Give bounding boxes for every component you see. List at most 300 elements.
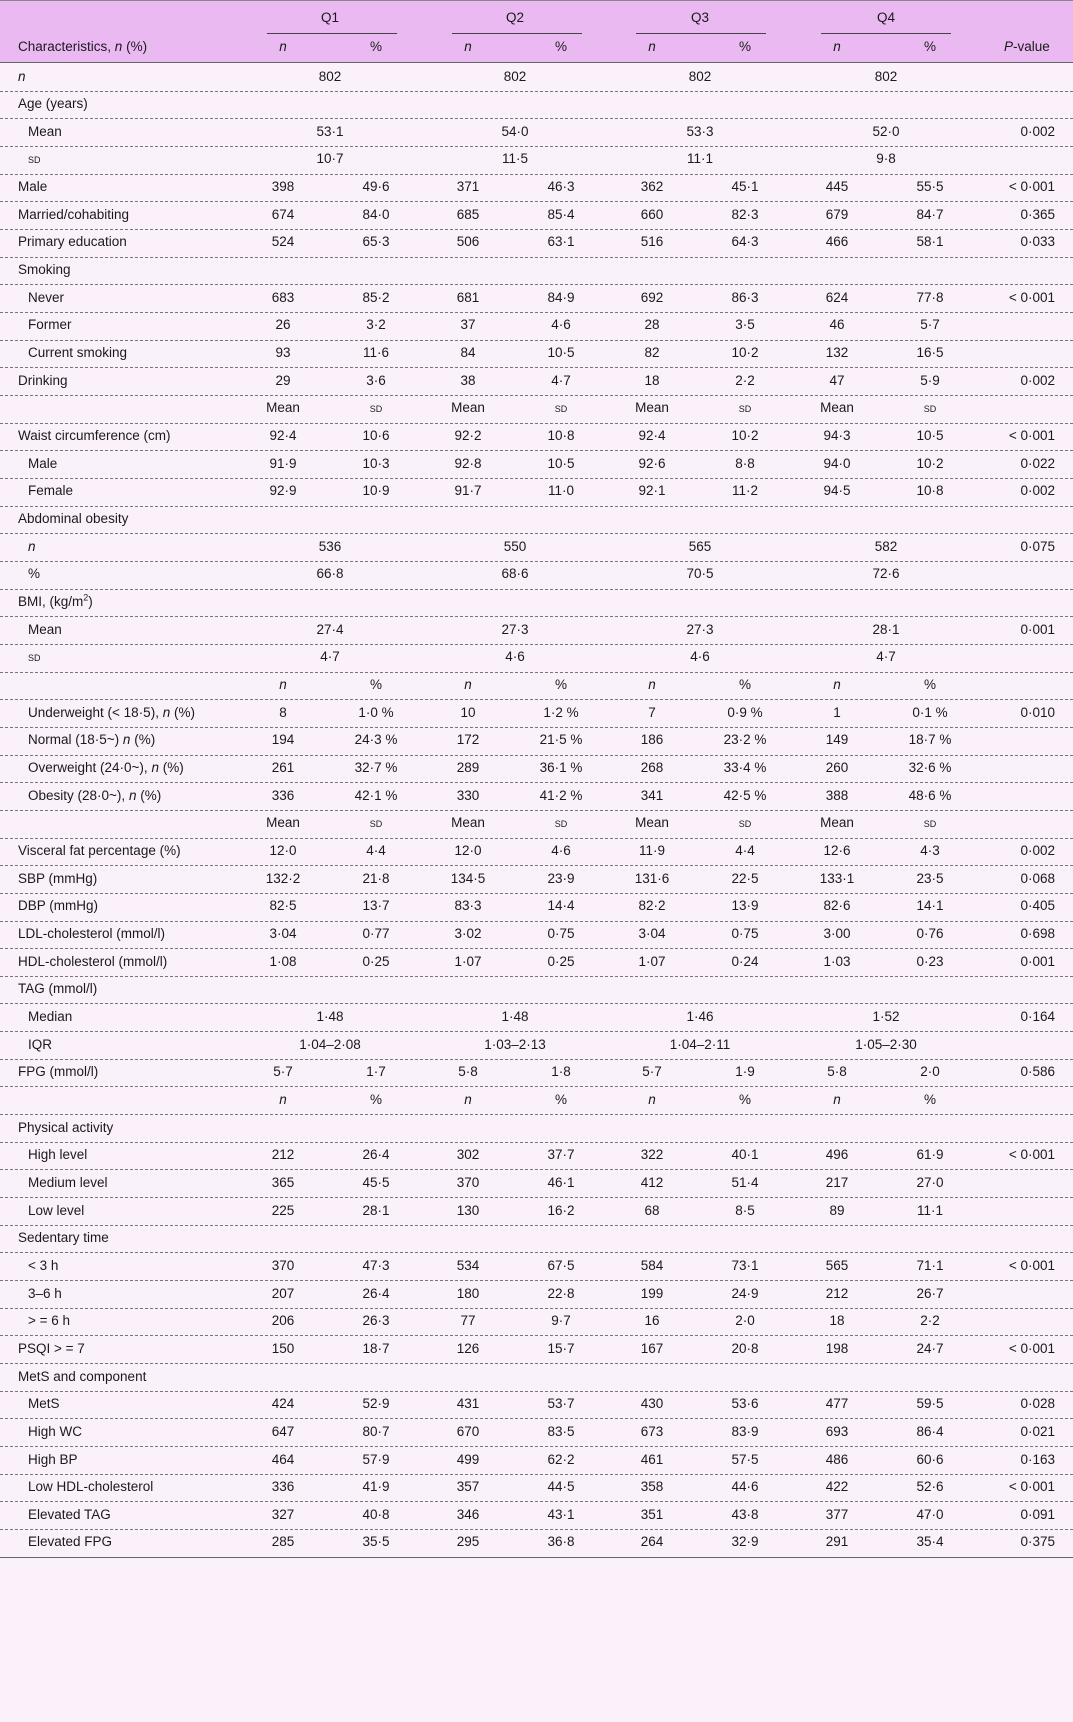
cell-n: 198 bbox=[825, 1340, 849, 1356]
row-label-text: BMI, (kg/m bbox=[18, 594, 84, 610]
row-divider bbox=[0, 1003, 1073, 1004]
cell-n: 565 bbox=[825, 1257, 849, 1273]
subheader-label: sd bbox=[369, 816, 383, 831]
row-divider bbox=[0, 1474, 1073, 1475]
row-divider bbox=[0, 1031, 1073, 1032]
row-label bbox=[28, 149, 41, 169]
row-label-text: % bbox=[28, 566, 41, 582]
cell-pct: 57·5 bbox=[731, 1451, 759, 1467]
cell-pct: 4·3 bbox=[920, 842, 940, 858]
cell-value: 4·6 bbox=[690, 649, 710, 665]
row-divider bbox=[0, 1197, 1073, 1198]
header-q4-pct: % bbox=[923, 39, 937, 54]
cell-pct: 84·9 bbox=[547, 289, 575, 305]
cell-n: 46 bbox=[829, 317, 845, 333]
row-label bbox=[28, 758, 184, 778]
row-label bbox=[18, 1118, 113, 1138]
cell-n: 132·2 bbox=[265, 870, 301, 886]
header-q2-n: n bbox=[464, 39, 472, 54]
cell-n: 92·9 bbox=[269, 483, 297, 499]
q1-group-line bbox=[267, 33, 397, 34]
row-label bbox=[18, 177, 47, 197]
row-divider bbox=[0, 229, 1073, 230]
cell-pct: 61·9 bbox=[916, 1147, 944, 1163]
cell-n: 3·00 bbox=[823, 925, 851, 941]
cell-n: 28 bbox=[644, 317, 660, 333]
cell-pct: 10·2 bbox=[731, 345, 759, 361]
cell-n: 77 bbox=[460, 1313, 476, 1329]
cell-n: 92·8 bbox=[454, 455, 482, 471]
cell-pct: 62·2 bbox=[547, 1451, 575, 1467]
row-label-text: MetS and component bbox=[18, 1368, 147, 1384]
cell-n: 83·3 bbox=[454, 898, 482, 914]
row-label bbox=[28, 1173, 108, 1193]
subheader-label: sd bbox=[369, 401, 383, 416]
cell-pct: 37·7 bbox=[547, 1147, 575, 1163]
row-label-text: Age (years) bbox=[18, 96, 88, 112]
subheader-label: % bbox=[369, 1091, 383, 1107]
cell-pct: 23·2 % bbox=[723, 732, 767, 748]
cell-pct: 22·5 bbox=[731, 870, 759, 886]
row-label bbox=[18, 371, 68, 391]
cell-n: 322 bbox=[640, 1147, 664, 1163]
cell-n: 12·0 bbox=[454, 842, 482, 858]
row-divider bbox=[0, 755, 1073, 756]
cell-value: 27·4 bbox=[316, 621, 344, 637]
cell-pct: 21·5 % bbox=[539, 732, 583, 748]
row-label-n: n bbox=[151, 760, 159, 775]
cell-n: 172 bbox=[456, 732, 480, 748]
row-divider bbox=[0, 91, 1073, 92]
cell-n: 412 bbox=[640, 1174, 664, 1190]
cell-value: 802 bbox=[503, 68, 527, 84]
cell-pct: 46·1 bbox=[547, 1174, 575, 1190]
cell-pct: 0·9 % bbox=[727, 704, 763, 720]
cell-n: 18 bbox=[644, 372, 660, 388]
header-characteristics-text: Characteristics, bbox=[18, 39, 112, 54]
cell-value: 72·6 bbox=[872, 566, 900, 582]
cell-pct: 36·1 % bbox=[539, 760, 583, 775]
row-divider bbox=[0, 561, 1073, 562]
cell-pct: 14·1 bbox=[916, 898, 944, 914]
cell-n: 285 bbox=[271, 1534, 295, 1550]
cell-value: 27·3 bbox=[501, 621, 529, 637]
cell-value: 4·7 bbox=[876, 649, 896, 665]
cell-pct: 16·5 bbox=[916, 345, 944, 361]
row-divider bbox=[0, 699, 1073, 700]
p-value: < 0·001 bbox=[1008, 1257, 1055, 1273]
cell-pct: 35·4 bbox=[916, 1534, 944, 1550]
cell-pct: 18·7 % bbox=[908, 732, 952, 748]
subheader-label: Mean bbox=[635, 815, 669, 831]
cell-pct: 1·8 bbox=[551, 1064, 571, 1080]
cell-pct: 11·0 bbox=[547, 483, 575, 499]
cell-pct: 32·7 % bbox=[354, 760, 398, 775]
cell-n: 92·1 bbox=[638, 483, 666, 499]
cell-value: 70·5 bbox=[686, 566, 714, 582]
row-label-text: Elevated FPG bbox=[28, 1534, 113, 1550]
cell-pct: 0·25 bbox=[547, 953, 575, 969]
cell-n: 486 bbox=[825, 1451, 849, 1467]
row-label-text: Low HDL-cholesterol bbox=[28, 1479, 154, 1495]
row-divider bbox=[0, 423, 1073, 424]
cell-value: 11·5 bbox=[501, 151, 529, 167]
cell-pct: 53·7 bbox=[547, 1396, 575, 1412]
cell-pct: 3·6 bbox=[366, 372, 386, 388]
cell-value: 66·8 bbox=[316, 566, 344, 582]
row-divider bbox=[0, 865, 1073, 866]
cell-n: 150 bbox=[271, 1340, 295, 1356]
cell-pct: 35·5 bbox=[362, 1534, 390, 1550]
cell-n: 647 bbox=[271, 1423, 295, 1439]
row-label bbox=[18, 67, 26, 87]
p-value: 0·365 bbox=[1020, 206, 1055, 222]
row-divider bbox=[0, 1280, 1073, 1281]
cell-pct: 26·4 bbox=[362, 1285, 390, 1301]
p-value: 0·068 bbox=[1020, 870, 1055, 886]
row-label-text: n bbox=[28, 538, 36, 554]
cell-n: 584 bbox=[640, 1257, 664, 1273]
row-label-n: n bbox=[122, 732, 131, 748]
cell-pct: 85·2 bbox=[362, 289, 390, 305]
header-q1-pct: % bbox=[369, 39, 383, 54]
subheader-label: % bbox=[369, 677, 383, 693]
cell-pct: 73·1 bbox=[731, 1257, 759, 1273]
row-divider bbox=[0, 838, 1073, 839]
row-label bbox=[28, 786, 161, 806]
p-value: 0·164 bbox=[1020, 1008, 1055, 1024]
row-label bbox=[28, 620, 62, 640]
row-label-text: Mean bbox=[28, 123, 62, 139]
cell-pct: 2·2 bbox=[920, 1313, 940, 1329]
cell-pct: 1·9 bbox=[735, 1064, 755, 1080]
subheader-label: % bbox=[923, 677, 937, 693]
row-label bbox=[28, 315, 72, 335]
row-divider bbox=[0, 948, 1073, 949]
cell-pct: 86·4 bbox=[916, 1423, 944, 1439]
row-divider bbox=[0, 340, 1073, 341]
cell-pct: 13·9 bbox=[731, 898, 759, 914]
cell-n: 516 bbox=[640, 234, 664, 250]
cell-n: 47 bbox=[829, 372, 845, 388]
header-q4-n: n bbox=[833, 39, 841, 54]
cell-n: 330 bbox=[456, 787, 480, 803]
row-label bbox=[28, 1394, 60, 1414]
cell-n: 11·9 bbox=[638, 842, 666, 858]
header-characteristics-n: n bbox=[114, 39, 123, 54]
row-divider bbox=[0, 174, 1073, 175]
cell-n: 3·04 bbox=[638, 925, 666, 941]
row-divider bbox=[0, 810, 1073, 811]
cell-pct: 40·1 bbox=[731, 1147, 759, 1163]
row-label bbox=[18, 1339, 85, 1359]
subheader-label: sd bbox=[738, 816, 752, 831]
row-label-text: Primary education bbox=[18, 234, 127, 250]
cell-pct: 10·5 bbox=[916, 428, 944, 444]
row-divider bbox=[0, 1225, 1073, 1226]
cell-pct: 10·8 bbox=[916, 483, 944, 499]
cell-n: 91·7 bbox=[454, 483, 482, 499]
cell-pct: 4·4 bbox=[735, 842, 755, 858]
cell-n: 302 bbox=[456, 1147, 480, 1163]
cell-n: 365 bbox=[271, 1174, 295, 1190]
header-q4: Q4 bbox=[876, 10, 896, 25]
subheader-label: sd bbox=[554, 816, 568, 831]
p-value: < 0·001 bbox=[1008, 1479, 1055, 1495]
cell-pct: 63·1 bbox=[547, 234, 575, 250]
cell-n: 371 bbox=[456, 179, 480, 195]
cell-n: 377 bbox=[825, 1506, 849, 1522]
cell-value: 27·3 bbox=[686, 621, 714, 637]
cell-n: 212 bbox=[271, 1147, 295, 1163]
cell-pct: 11·1 bbox=[916, 1202, 944, 1218]
row-label bbox=[18, 260, 71, 280]
row-label bbox=[18, 94, 88, 114]
cell-n: 94·3 bbox=[823, 428, 851, 444]
cell-pct: 45·5 bbox=[362, 1174, 390, 1190]
cell-n: 430 bbox=[640, 1396, 664, 1412]
cell-n: 534 bbox=[456, 1257, 480, 1273]
cell-n: 670 bbox=[456, 1423, 480, 1439]
row-label-text: Drinking bbox=[18, 372, 68, 388]
subheader-label: % bbox=[554, 677, 568, 693]
row-label bbox=[28, 1311, 70, 1331]
row-divider bbox=[0, 921, 1073, 922]
cell-pct: 80·7 bbox=[362, 1423, 390, 1439]
header-q3-pct: % bbox=[738, 39, 752, 54]
cell-n: 8 bbox=[279, 704, 287, 720]
cell-n: 341 bbox=[640, 787, 664, 803]
p-value: 0·163 bbox=[1020, 1451, 1055, 1467]
cell-pct: 84·7 bbox=[916, 206, 944, 222]
p-value: < 0·001 bbox=[1008, 1340, 1055, 1356]
cell-pct: 13·7 bbox=[362, 898, 390, 914]
row-label bbox=[28, 1505, 111, 1525]
cell-pct: 24·7 bbox=[916, 1340, 944, 1356]
subheader-label: % bbox=[923, 1091, 937, 1107]
row-label-text: High BP bbox=[28, 1451, 78, 1467]
row-divider bbox=[0, 976, 1073, 977]
row-label bbox=[28, 1532, 112, 1552]
row-label-text: Male bbox=[28, 455, 58, 471]
cell-pct: 10·8 bbox=[547, 428, 575, 444]
p-value: < 0·001 bbox=[1008, 428, 1055, 444]
cell-value: 1·52 bbox=[872, 1008, 900, 1024]
row-label-text: FPG (mmol/l) bbox=[18, 1064, 99, 1080]
p-value: 0·002 bbox=[1020, 842, 1055, 858]
header-q1: Q1 bbox=[320, 10, 340, 25]
cell-pct: 36·8 bbox=[547, 1534, 575, 1550]
cell-n: 149 bbox=[825, 732, 849, 748]
subheader-label: Mean bbox=[266, 400, 300, 416]
cell-n: 130 bbox=[456, 1202, 480, 1218]
q2-group-line bbox=[452, 33, 582, 34]
p-value: 0·698 bbox=[1020, 925, 1055, 941]
subheader-label: sd bbox=[554, 401, 568, 416]
cell-n: 679 bbox=[825, 206, 849, 222]
subheader-label: sd bbox=[923, 401, 937, 416]
cell-n: 261 bbox=[271, 760, 295, 775]
cell-pct: 2·0 bbox=[735, 1313, 755, 1329]
cell-n: 92·6 bbox=[638, 455, 666, 471]
row-divider bbox=[0, 644, 1073, 645]
cell-n: 217 bbox=[825, 1174, 849, 1190]
row-divider bbox=[0, 1308, 1073, 1309]
cell-value: 10·7 bbox=[316, 151, 344, 167]
row-label bbox=[28, 1284, 62, 1304]
cell-value: 1·05–2·30 bbox=[855, 1036, 917, 1052]
cell-pct: 55·5 bbox=[916, 179, 944, 195]
row-label-text: Waist circumference (cm) bbox=[18, 428, 171, 444]
row-label bbox=[28, 730, 155, 750]
row-divider bbox=[0, 1446, 1073, 1447]
p-value: 0·002 bbox=[1020, 372, 1055, 388]
cell-n: 206 bbox=[271, 1313, 295, 1329]
cell-pct: 14·4 bbox=[547, 898, 575, 914]
cell-n: 351 bbox=[640, 1506, 664, 1522]
cell-pct: 8·5 bbox=[735, 1202, 755, 1218]
cell-pct: 0·77 bbox=[362, 925, 390, 941]
p-value: 0·586 bbox=[1020, 1064, 1055, 1080]
cell-pct: 28·1 bbox=[362, 1202, 390, 1218]
cell-pct: 22·8 bbox=[547, 1285, 575, 1301]
row-divider bbox=[0, 893, 1073, 894]
subheader-label: % bbox=[738, 1091, 752, 1107]
row-label bbox=[28, 288, 64, 308]
header-q3-n: n bbox=[648, 39, 656, 54]
cell-n: 82·6 bbox=[823, 898, 851, 914]
row-label bbox=[28, 454, 57, 474]
cell-pct: 41·2 % bbox=[539, 787, 583, 803]
cell-value: 11·1 bbox=[686, 151, 714, 167]
row-divider bbox=[0, 616, 1073, 617]
cell-value: 582 bbox=[874, 538, 898, 554]
cell-n: 82·2 bbox=[638, 898, 666, 914]
header-pvalue bbox=[1004, 37, 1050, 57]
cell-value: 53·1 bbox=[316, 123, 344, 139]
row-label bbox=[28, 537, 36, 557]
row-label-text: Medium level bbox=[28, 1174, 108, 1190]
row-label-after: ) bbox=[88, 594, 93, 610]
cell-value: 52·0 bbox=[872, 123, 900, 139]
cell-n: 94·0 bbox=[823, 455, 851, 471]
row-label-text: Former bbox=[28, 317, 72, 333]
cell-pct: 41·9 bbox=[362, 1479, 390, 1495]
cell-n: 524 bbox=[271, 234, 295, 250]
row-label-text: sd bbox=[28, 650, 41, 665]
cell-n: 126 bbox=[456, 1340, 480, 1356]
cell-n: 92·4 bbox=[269, 428, 297, 444]
row-label-n: n bbox=[128, 787, 137, 803]
subheader-label: n bbox=[279, 677, 287, 693]
cell-pct: 44·5 bbox=[547, 1479, 575, 1495]
cell-value: 4·6 bbox=[505, 649, 525, 665]
cell-n: 89 bbox=[829, 1202, 845, 1218]
row-label-text: Married/cohabiting bbox=[18, 206, 130, 222]
cell-pct: 1·0 % bbox=[358, 704, 394, 720]
cell-n: 506 bbox=[456, 234, 480, 250]
row-label bbox=[28, 1201, 84, 1221]
cell-n: 29 bbox=[275, 372, 291, 388]
cell-n: 264 bbox=[640, 1534, 664, 1550]
cell-n: 82 bbox=[644, 345, 660, 361]
row-label-text: Physical activity bbox=[18, 1119, 114, 1135]
header-pvalue-p: P bbox=[1004, 39, 1014, 54]
cell-n: 346 bbox=[456, 1506, 480, 1522]
cell-n: 1 bbox=[833, 704, 841, 720]
row-label bbox=[18, 426, 171, 446]
cell-n: 68 bbox=[644, 1202, 660, 1218]
cell-pct: 26·7 bbox=[916, 1285, 944, 1301]
row-label bbox=[28, 1477, 153, 1497]
cell-pct: 27·0 bbox=[916, 1174, 944, 1190]
row-divider bbox=[0, 533, 1073, 534]
row-label bbox=[28, 122, 62, 142]
row-divider bbox=[0, 1501, 1073, 1502]
cell-pct: 32·9 bbox=[731, 1534, 759, 1550]
cell-pct: 24·3 % bbox=[354, 732, 398, 748]
cell-n: 10 bbox=[460, 704, 476, 720]
row-label bbox=[28, 1145, 87, 1165]
cell-n: 681 bbox=[456, 289, 480, 305]
row-divider bbox=[0, 1169, 1073, 1170]
cell-pct: 0·75 bbox=[731, 925, 759, 941]
row-divider bbox=[0, 312, 1073, 313]
cell-pct: 46·3 bbox=[547, 179, 575, 195]
row-divider bbox=[0, 146, 1073, 147]
cell-pct: 58·1 bbox=[916, 234, 944, 250]
cell-pct: 11·6 bbox=[362, 345, 390, 361]
row-label bbox=[18, 979, 97, 999]
row-label bbox=[18, 924, 165, 944]
subheader-label: n bbox=[279, 1091, 287, 1107]
row-label bbox=[28, 647, 41, 667]
cell-n: 84 bbox=[460, 345, 476, 361]
q3-group-line bbox=[636, 33, 766, 34]
cell-n: 180 bbox=[456, 1285, 480, 1301]
cell-value: 1·03–2·13 bbox=[484, 1036, 546, 1052]
cell-pct: 15·7 bbox=[547, 1340, 575, 1356]
row-label-text: sd bbox=[28, 152, 41, 167]
cell-value: 550 bbox=[503, 538, 527, 554]
cell-n: 82·5 bbox=[269, 898, 297, 914]
row-divider bbox=[0, 1059, 1073, 1060]
row-label bbox=[28, 1007, 72, 1027]
row-divider bbox=[0, 1418, 1073, 1419]
cell-pct: 64·3 bbox=[731, 234, 759, 250]
row-label bbox=[18, 1367, 146, 1387]
cell-pct: 48·6 % bbox=[908, 787, 952, 803]
cell-n: 1·03 bbox=[823, 953, 851, 969]
cell-pct: 21·8 bbox=[362, 870, 390, 886]
row-label-text: 3–6 h bbox=[28, 1285, 62, 1301]
row-label bbox=[18, 509, 128, 529]
row-label-text: Underweight (< 18·5), bbox=[28, 704, 159, 720]
cell-n: 5·8 bbox=[827, 1064, 847, 1080]
row-label-after: (%) bbox=[140, 787, 162, 803]
row-label bbox=[28, 1256, 58, 1276]
cell-n: 92·4 bbox=[638, 428, 666, 444]
subheader-label: Mean bbox=[451, 815, 485, 831]
cell-n: 5·8 bbox=[458, 1064, 478, 1080]
cell-n: 327 bbox=[271, 1506, 295, 1522]
p-value: < 0·001 bbox=[1008, 179, 1055, 195]
cell-value: 9·8 bbox=[876, 151, 896, 167]
cell-pct: 10·2 bbox=[731, 428, 759, 444]
row-divider bbox=[0, 201, 1073, 202]
subheader-label: Mean bbox=[635, 400, 669, 416]
row-label bbox=[18, 1228, 109, 1248]
